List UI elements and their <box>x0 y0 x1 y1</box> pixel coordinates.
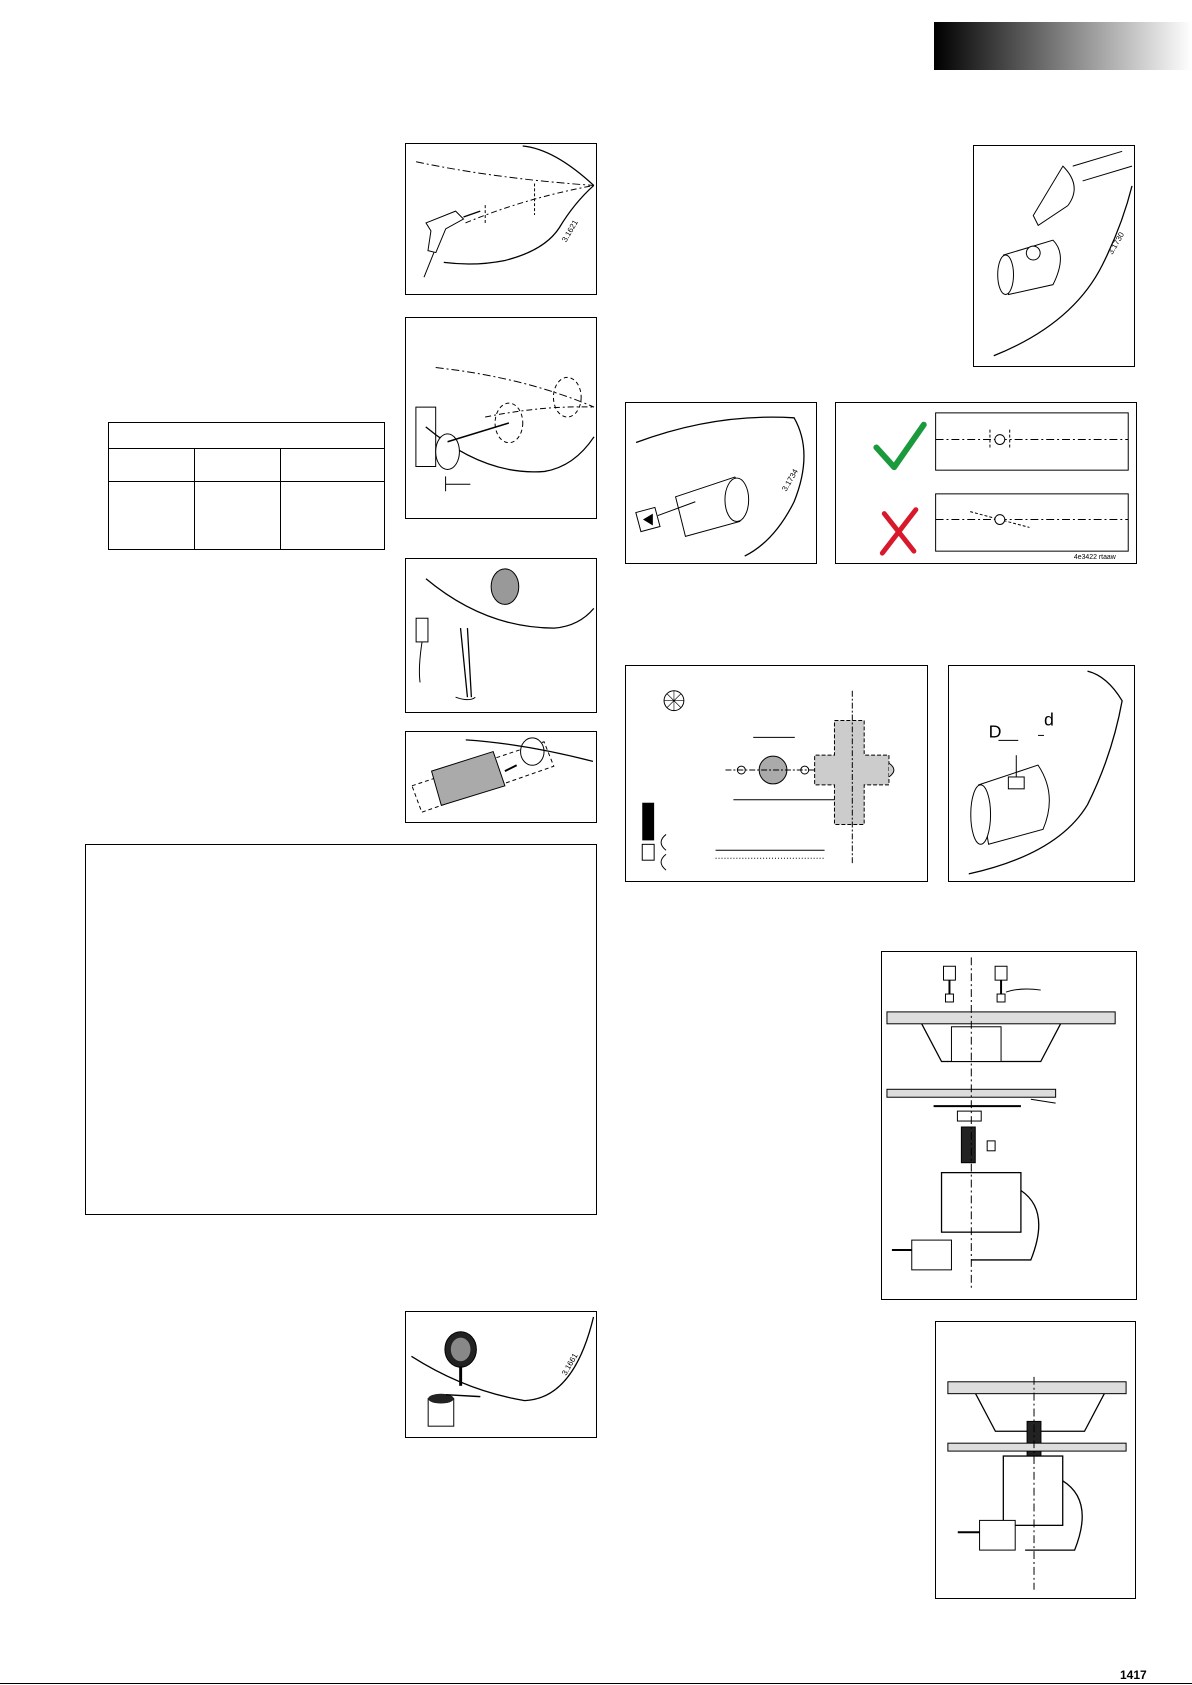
figure-glue-apply <box>405 1311 597 1438</box>
figure-d-dimensions <box>948 665 1135 882</box>
figure-code: 3.1730 <box>1106 230 1127 257</box>
table-cell <box>281 449 385 482</box>
footer-rule <box>0 1683 1192 1684</box>
table-cell <box>109 449 195 482</box>
figure-alignment-check <box>835 402 1137 564</box>
figure-mark-pencil <box>973 145 1135 367</box>
notice-box <box>85 844 597 1215</box>
figure-assembled <box>935 1321 1136 1599</box>
table-cell <box>195 449 281 482</box>
page-number: 1417 <box>1120 1668 1147 1682</box>
figure-tube-insert <box>405 731 597 823</box>
figure-code: 3.1661 <box>559 1351 580 1377</box>
table-cell <box>281 482 385 550</box>
table-cell <box>195 482 281 550</box>
figure-code: 4e3422 rtaaw <box>1073 554 1116 562</box>
dimension-table <box>108 422 385 550</box>
figure-hole-saw <box>405 317 597 519</box>
figure-drill-hull <box>405 143 597 295</box>
table-cell <box>109 482 195 550</box>
header-gradient-bar <box>934 22 1192 70</box>
table-header-cell <box>109 423 385 449</box>
figure-pipe-mark <box>625 402 817 564</box>
label-d-big: D <box>988 721 1002 742</box>
figure-template <box>625 665 928 882</box>
figure-exploded-assembly <box>881 951 1137 1300</box>
figure-seal-hole <box>405 558 597 713</box>
figure-code: 3.1621 <box>560 218 580 244</box>
label-d-small: d <box>1043 709 1054 730</box>
figure-code: 3.1734 <box>780 467 800 493</box>
